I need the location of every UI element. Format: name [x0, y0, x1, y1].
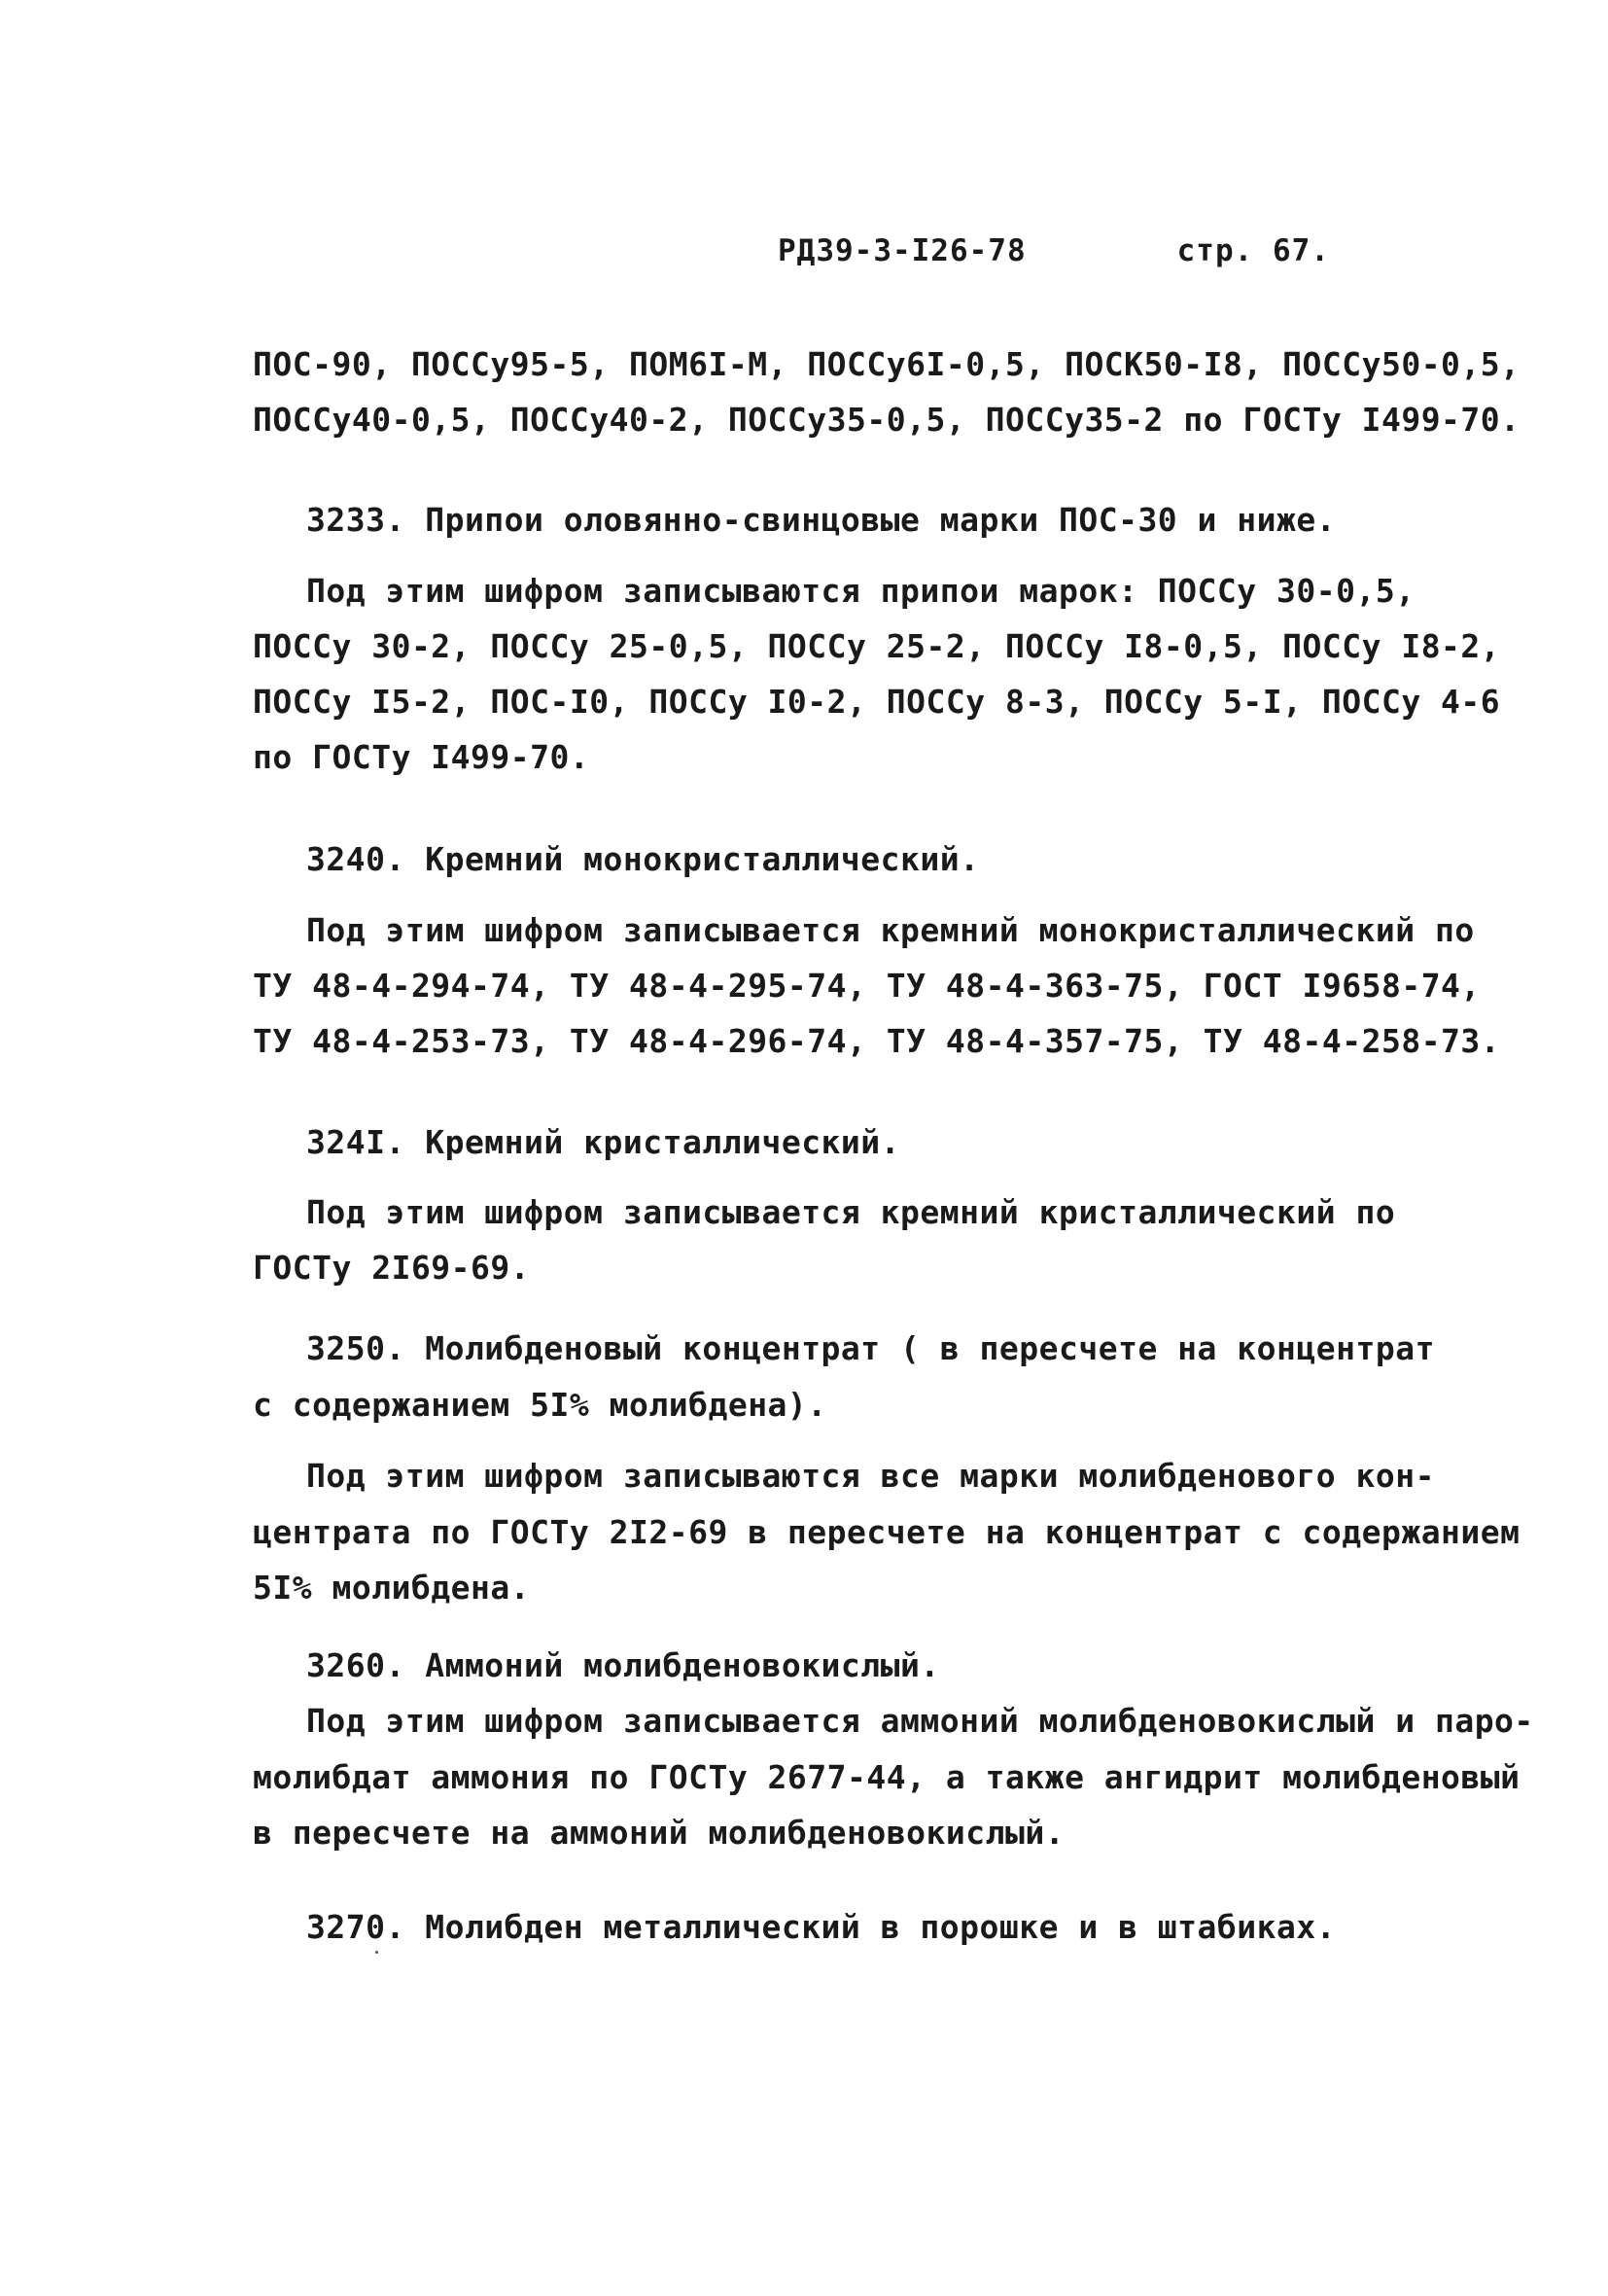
section-3241-body-line-2: ГОСТу 2І69-69.: [253, 1249, 531, 1287]
section-3260-body-line-3: в пересчете на аммоний молибденовокислый.: [253, 1814, 1066, 1852]
stray-mark: [375, 1951, 378, 1954]
section-3233-heading: 3233. Припои оловянно-свинцовые марки ПОС-30 и ниже.: [306, 501, 1337, 539]
section-3241-body-line-1: Под этим шифром записывается кремний кристаллический по: [306, 1193, 1396, 1231]
section-3233-body-line-3: ПОССу І5-2, ПОС-І0, ПОССу І0-2, ПОССу 8-3, ПОССу 5-І, ПОССу 4-6: [253, 683, 1501, 721]
section-3233-body-line-1: Под этим шифром записываются припои марок: ПОССу 30-0,5,: [306, 572, 1416, 610]
section-3250-body-line-1: Под этим шифром записываются все марки молибденового кон-: [306, 1457, 1435, 1495]
intro-body-line-2: ПОССу40-0,5, ПОССу40-2, ПОССу35-0,5, ПОССу35-2 по ГОСТу І499-70.: [253, 401, 1521, 439]
section-3233-body-line-4: по ГОСТу І499-70.: [253, 738, 590, 776]
intro-body-line-1: ПОС-90, ПОССу95-5, ПОМ6І-М, ПОССу6І-0,5, ПОСК50-І8, ПОССу50-0,5,: [253, 345, 1521, 383]
section-3270-heading: 3270. Молибден металлический в порошке и в штабиках.: [306, 1908, 1337, 1946]
section-3260-heading: 3260. Аммоний молибденовокислый.: [306, 1646, 940, 1684]
section-3233-body-line-2: ПОССу 30-2, ПОССу 25-0,5, ПОССу 25-2, ПОССу І8-0,5, ПОССу І8-2,: [253, 627, 1501, 665]
section-3240-body-line-2: ТУ 48-4-294-74, ТУ 48-4-295-74, ТУ 48-4-363-75, ГОСТ І9658-74,: [253, 967, 1481, 1005]
section-3250-body-line-3: 5І% молибдена.: [253, 1569, 531, 1607]
section-3250-body-line-2: центрата по ГОСТу 2І2-69 в пересчете на концентрат с содержанием: [253, 1513, 1521, 1551]
section-3260-body-line-1: Под этим шифром записывается аммоний молибденовокислый и паро-: [306, 1702, 1534, 1740]
page-number: стр. 67.: [1176, 233, 1330, 268]
document-code: РДЗ9-3-І26-78: [778, 233, 1027, 268]
section-3240-body-line-1: Под этим шифром записывается кремний монокристаллический по: [306, 911, 1475, 949]
section-3240-body-line-3: ТУ 48-4-253-73, ТУ 48-4-296-74, ТУ 48-4-357-75, ТУ 48-4-258-73.: [253, 1022, 1501, 1060]
section-3250-heading-line-1: 3250. Молибденовый концентрат ( в пересчете на концентрат: [306, 1329, 1435, 1367]
section-3240-heading: 3240. Кремний монокристаллический.: [306, 840, 980, 878]
section-3260-body-line-2: молибдат аммония по ГОСТу 2677-44, а также ангидрит молибденовый: [253, 1758, 1521, 1796]
page-header: [778, 233, 1330, 268]
section-3250-heading-line-2: с содержанием 5І% молибдена).: [253, 1386, 827, 1424]
section-3241-heading: 324І. Кремний кристаллический.: [306, 1123, 901, 1161]
